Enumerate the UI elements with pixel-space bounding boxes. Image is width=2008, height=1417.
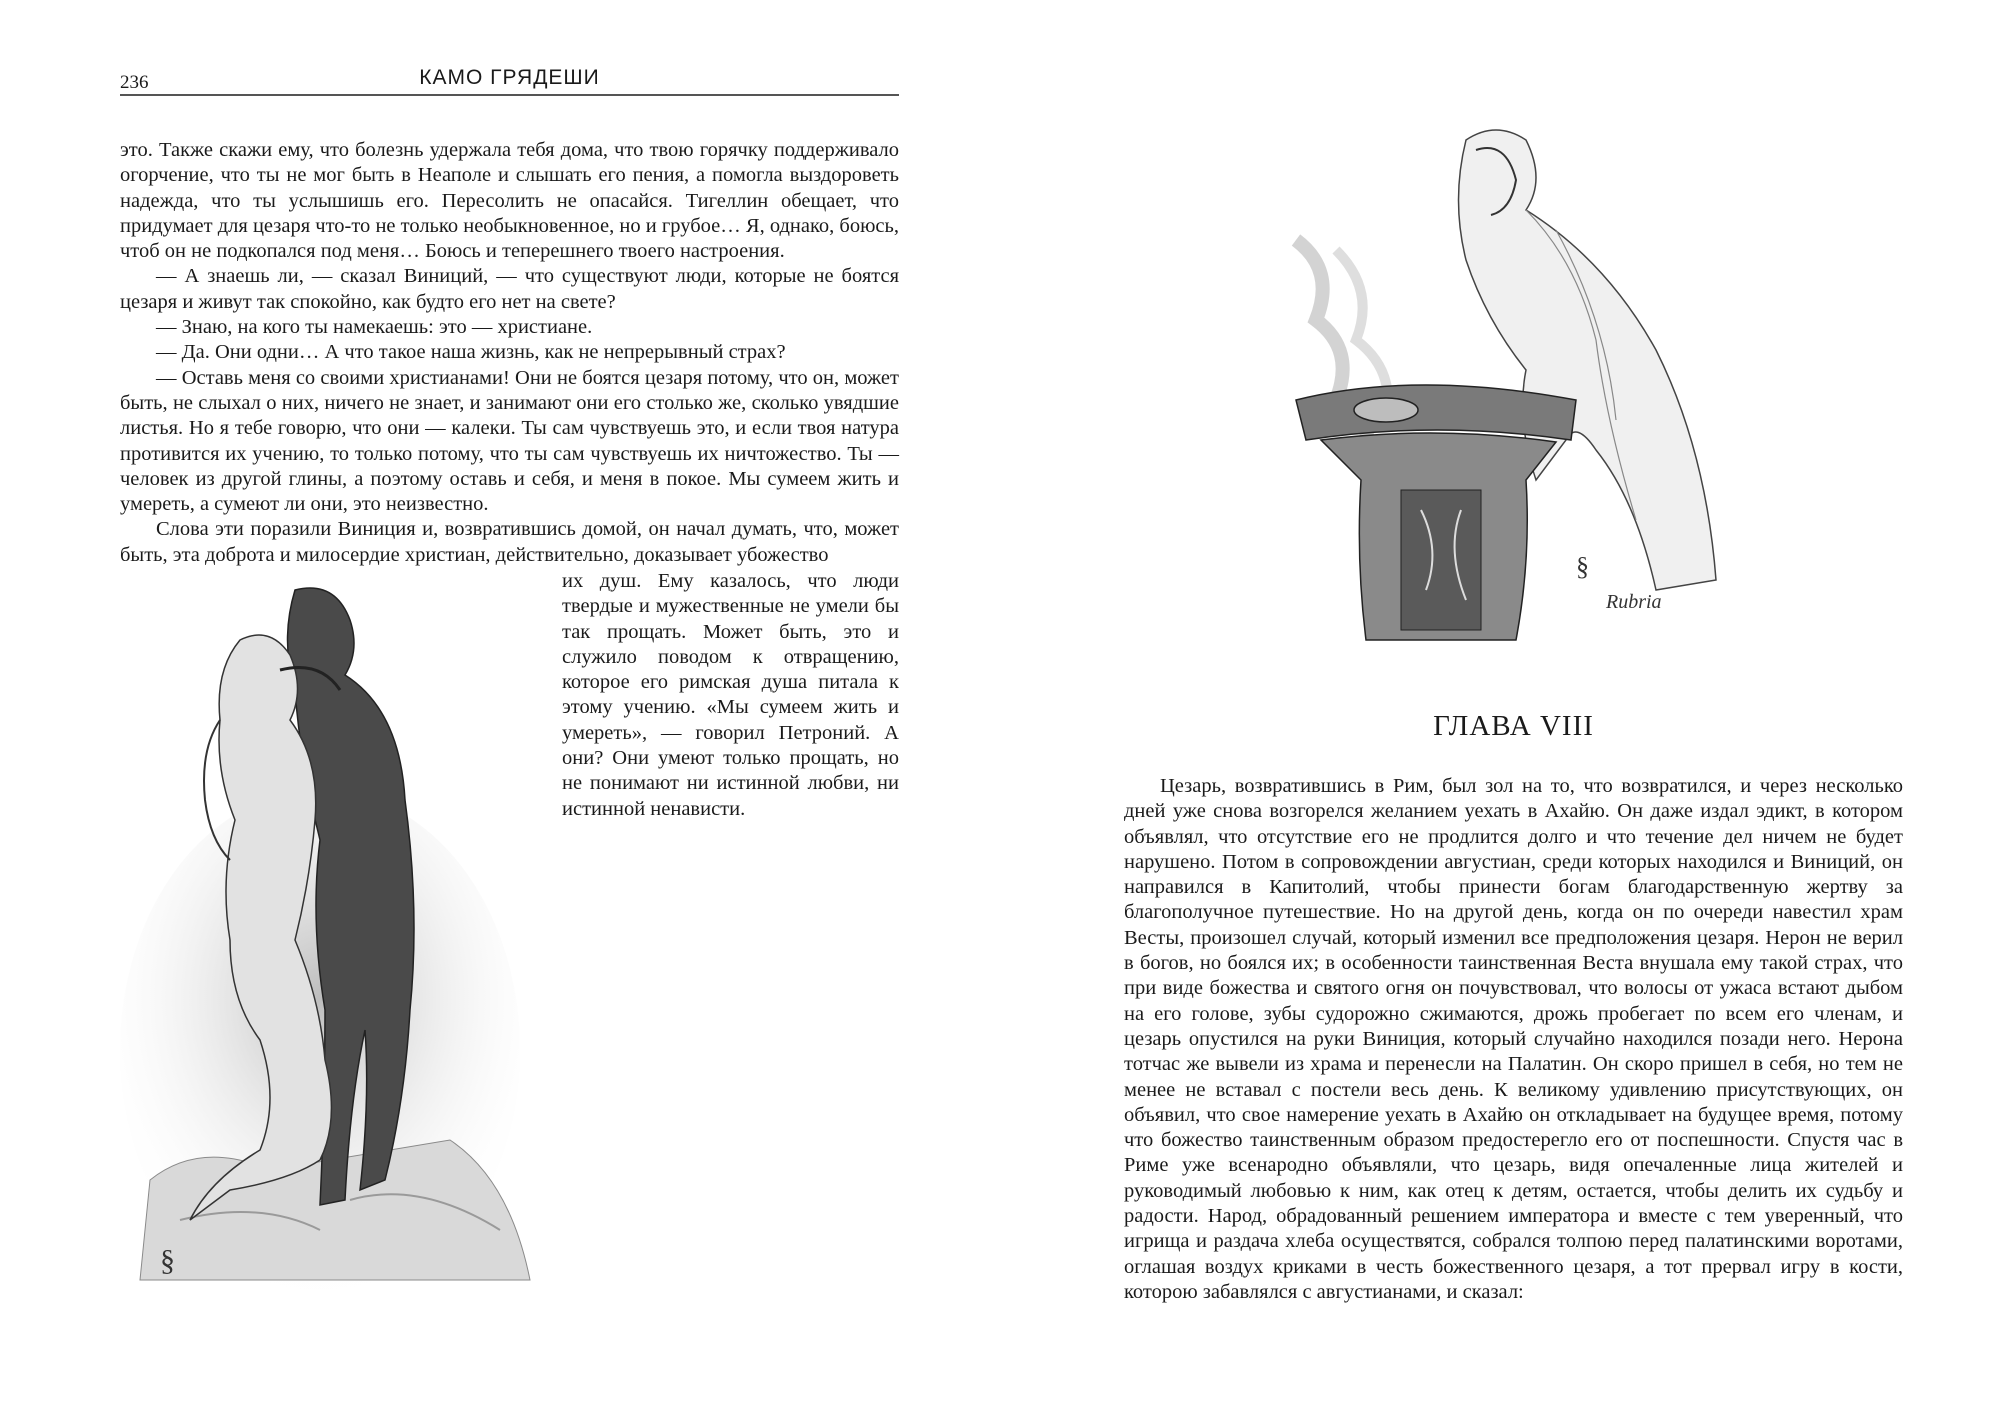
couple-sketch bbox=[120, 580, 550, 1300]
embracing-couple-illustration bbox=[120, 580, 550, 1300]
vestal-illustration bbox=[1276, 120, 1730, 666]
paragraph: — Знаю, на кого ты намекаешь: это — христиане. bbox=[156, 316, 593, 339]
monogram: § bbox=[160, 1244, 175, 1277]
paragraph: их душ. Ему казалось, что люди твердые и мужественные не умели бы так прощать. Может быть, это и служило поводом к отвращению, которое его римская душа питала к этому учению. «Мы сумеем жить и умереть», — говорил Петроний. А они? Они умеют только прощать, но не понимают ни истинной любви, ни истинной ненависти. bbox=[562, 570, 899, 820]
left-body-text bbox=[120, 138, 899, 568]
artist-signature: Rubria bbox=[1606, 591, 1662, 613]
wrapped-text bbox=[562, 569, 899, 822]
vestal-sketch bbox=[1276, 120, 1730, 666]
paragraph: — А знаешь ли, — сказал Виниций, — что существуют люди, которые не боятся цезаря и живут так спокойно, как будто его нет на свете? bbox=[120, 265, 899, 313]
running-title: КАМО ГРЯДЕШИ bbox=[419, 66, 600, 89]
paragraph: — Оставь меня со своими христианами! Они не боятся цезаря потому, что он, может быть, не слыхал о них, ничего не знает, и занимают они его столько же, сколько увядшие листья. Но я тебе говорю, что они — калеки. Ты сам чувствуешь это, и если твоя натура противится их учению, то только потому, что ты сам чувствуешь их ничтожество. Ты — человек из другой глины, а поэтому оставь и себя, и меня в покое. Мы сумеем жить и умереть, а сумеют ли они, это неизвестно. bbox=[120, 366, 899, 516]
monogram: § bbox=[1576, 552, 1589, 581]
chapter-title: ГЛАВА VIII bbox=[1433, 710, 1594, 742]
page-number: 236 bbox=[120, 72, 149, 93]
paragraph: — Да. Они одни… А что такое наша жизнь, как не непрерывный страх? bbox=[156, 341, 786, 364]
running-header bbox=[120, 64, 899, 96]
right-body-text bbox=[1124, 774, 1903, 1305]
paragraph: Слова эти поразили Виниция и, возвратившись домой, он начал думать, что, может быть, эта доброта и милосердие христиан, действительно, доказывает убожество bbox=[120, 518, 899, 566]
paragraph: это. Также скажи ему, что болезнь удержала тебя дома, что твою горячку поддерживало огорчение, что ты не мог быть в Неаполе и слышать его пения, а помогла выздороветь надежда, что ты услышишь его. Пересолить не опасайся. Тигеллин обещает, что придумает для цезаря что-то не только необыкновенное, но и грубое… Я, однако, боюсь, чтоб он не подкопался под меня… Боюсь и теперешнего твоего настроения. bbox=[120, 139, 899, 263]
paragraph: Цезарь, возвратившись в Рим, был зол на то, что возвратился, и через несколько дней уже снова возгорелся желанием уехать в Ахайю. Он даже издал эдикт, в котором объявлял, что отсутствие его не продлится долго и что течение дел ничем не будет нарушено. Потом в сопровождении августиан, среди которых находился и Виниций, он направился в Капитолий, чтобы принести богам благодарственную жертву за благополучное путешествие. Но на другой день, когда он по очереди навестил храм Весты, произошел случай, который изменил все предположения цезаря. Нерон не верил в богов, но боялся их; в особенности таинственная Веста внушала ему такой страх, что при виде божества и святого огня он почувствовал, что волосы от ужаса встают дыбом на его голове, зубы судорожно сжимаются, дрожь пробегает по всем его членам, и цезарь опустился на руки Виниция, который случайно находился позади него. Нерона тотчас же вывели из храма и перенесли на Палатин. Он скоро пришел в себя, но тем не менее не вставал с постели весь день. К великому удивлению присутствующих, он объявил, что свое намерение уехать в Ахайю он откладывает на будущее время, потому что божество таинственным образом предостерегло его от поспешности. Спустя час в Риме уже всенародно объявляли, что цезарь, видя опечаленные лица жителей и руководимый любовью к ним, как отец к детям, остается, чтобы делить их судьбу и радости. Народ, обрадованный решением императора и вместе с тем уверенный, что игрища и раздача хлеба осуществятся, собрался толпою перед палатинскими воротами, оглашая воздух криками в честь божественного цезаря, а тот прервал игру в кости, которою забавлялся с августианами, и сказал: bbox=[1124, 775, 1903, 1303]
